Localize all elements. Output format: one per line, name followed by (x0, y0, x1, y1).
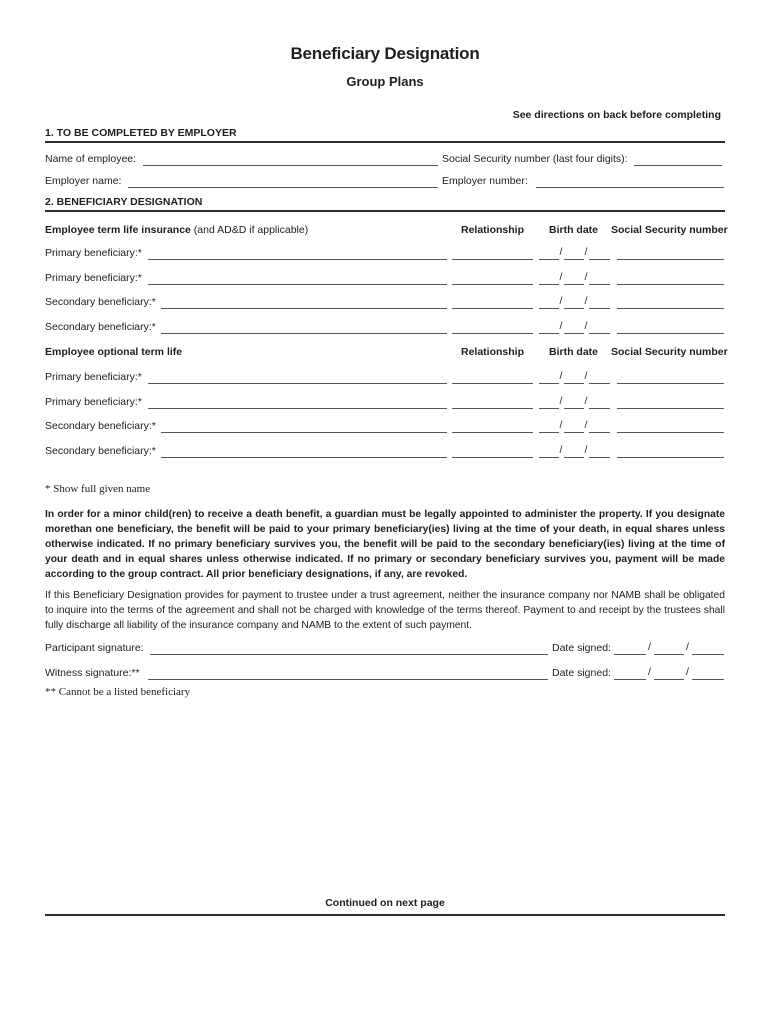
form-title: Beneficiary Designation (290, 44, 480, 63)
witness-date-label: Date signed: (552, 667, 611, 679)
witness-date-day[interactable] (654, 667, 684, 680)
beneficiary-name-field[interactable] (161, 420, 447, 433)
employee-ssn-field[interactable] (634, 153, 722, 166)
ssn-column-header: Social Security number (611, 224, 728, 236)
beneficiary-name-field[interactable] (148, 272, 447, 285)
employer-name-field[interactable] (128, 175, 438, 188)
relationship-column-header-2: Relationship (461, 346, 525, 358)
relationship-field[interactable] (452, 272, 533, 285)
beneficiary-label: Secondary beneficiary:* (45, 444, 156, 457)
birth-day-field[interactable] (564, 247, 584, 260)
beneficiary-name-field[interactable] (148, 371, 447, 384)
birth-month-field[interactable] (539, 445, 559, 458)
beneficiary-ssn-field[interactable] (617, 296, 724, 309)
employee-name-field[interactable] (143, 153, 438, 166)
employer-number-field[interactable] (536, 175, 724, 188)
participant-signature-label: Participant signature: (45, 642, 144, 654)
term-life-heading (45, 224, 308, 236)
section2-rule (45, 210, 725, 212)
birth-day-field[interactable] (564, 445, 584, 458)
full-name-note: * Show full given name (45, 483, 151, 495)
beneficiary-ssn-field[interactable] (617, 445, 724, 458)
birth-day-field[interactable] (564, 321, 584, 334)
beneficiary-ssn-field[interactable] (617, 371, 724, 384)
birth-day-field[interactable] (564, 272, 584, 285)
continued-note: Continued on next page (325, 897, 445, 909)
beneficiary-label: Secondary beneficiary:* (45, 296, 156, 308)
birth-month-field[interactable] (539, 296, 559, 309)
date-separator: / (584, 295, 588, 307)
beneficiary-name-field[interactable] (148, 247, 447, 260)
participant-date-year[interactable] (692, 642, 724, 655)
witness-date-year[interactable] (692, 667, 724, 680)
beneficiary-ssn-field[interactable] (617, 396, 724, 409)
section2-heading: 2. BENEFICIARY DESIGNATION (45, 196, 203, 208)
date-separator: / (584, 270, 588, 283)
beneficiary-label: Secondary beneficiary:* (45, 420, 156, 432)
witness-signature-label: Witness signature:** (45, 667, 140, 679)
birth-year-field[interactable] (589, 321, 610, 334)
form-subtitle: Group Plans (346, 74, 424, 89)
employee-name-label: Name of employee: (45, 153, 137, 165)
beneficiary-label: Primary beneficiary:* (45, 271, 142, 284)
date-separator: / (686, 666, 689, 678)
date-separator: / (559, 419, 563, 431)
birth-day-field[interactable] (564, 396, 584, 409)
birth-date-column-header-2: Birth date (549, 346, 599, 358)
optional-term-life-heading: Employee optional term life (45, 346, 183, 358)
relationship-field[interactable] (452, 371, 533, 384)
date-separator: / (559, 295, 563, 307)
date-separator: / (559, 246, 563, 258)
date-separator: / (559, 270, 563, 283)
relationship-column-header: Relationship (461, 224, 525, 236)
beneficiary-label: Primary beneficiary:* (45, 371, 142, 383)
date-separator: / (648, 666, 651, 678)
trust-paragraph: If this Beneficiary Designation provides for payment to trustee under a trust agreement, neither the insurance company nor NAMB shall be obligated to inquire into the terms of the agreement and shall not be charged with knowledge of the terms thereof. Payment to and receipt by the trustees shall fully discharge all liability of the insurance company and NAMB to the extent of such payment. (45, 590, 725, 631)
birth-year-field[interactable] (589, 296, 610, 309)
ssn-column-header-2: Social Security number (611, 346, 728, 358)
beneficiary-label: Primary beneficiary:* (45, 247, 142, 259)
birth-day-field[interactable] (564, 296, 584, 309)
date-separator: / (584, 419, 588, 431)
beneficiary-ssn-field[interactable] (617, 420, 724, 433)
date-separator: / (559, 394, 563, 407)
date-separator: / (559, 443, 563, 456)
date-separator: / (584, 443, 588, 456)
relationship-field[interactable] (452, 445, 533, 458)
birth-year-field[interactable] (589, 371, 610, 384)
birth-day-field[interactable] (564, 420, 584, 433)
date-separator: / (584, 246, 588, 258)
term-life-heading-note: (and AD&D if applicable) (190, 224, 309, 236)
beneficiary-ssn-field[interactable] (617, 272, 724, 285)
date-separator: / (686, 641, 689, 653)
participant-signature-field[interactable] (150, 642, 548, 655)
birth-month-field[interactable] (539, 321, 559, 334)
employee-ssn-label: Social Security number (last four digits): (442, 153, 628, 165)
beneficiary-name-field[interactable] (161, 296, 447, 309)
footer-rule (45, 914, 725, 916)
date-separator: / (648, 641, 651, 653)
relationship-field[interactable] (452, 247, 533, 260)
section1-rule (45, 141, 725, 143)
birth-year-field[interactable] (589, 445, 610, 458)
beneficiary-label: Primary beneficiary:* (45, 395, 142, 408)
date-separator: / (584, 370, 588, 382)
birth-year-field[interactable] (589, 420, 610, 433)
date-separator: / (584, 319, 588, 332)
date-separator: / (559, 370, 563, 382)
participant-date-label: Date signed: (552, 642, 611, 654)
birth-month-field[interactable] (539, 247, 559, 260)
participant-date-day[interactable] (654, 642, 684, 655)
beneficiary-ssn-field[interactable] (617, 247, 724, 260)
birth-month-field[interactable] (539, 396, 559, 409)
birth-year-field[interactable] (589, 396, 610, 409)
term-life-heading-bold: Employee term life insurance (45, 224, 191, 236)
section1-heading: 1. TO BE COMPLETED BY EMPLOYER (45, 127, 237, 139)
date-separator: / (559, 319, 563, 332)
birth-month-field[interactable] (539, 420, 559, 433)
participant-date-month[interactable] (614, 642, 646, 655)
birth-year-field[interactable] (589, 247, 610, 260)
minor-children-paragraph: In order for a minor child(ren) to receive a death benefit, a guardian must be legally appointed to administer the property. If you designate morethan one beneficiary, the benefit will be paid to your primary beneficiary(ies) living at the time of your death, in equal shares unless otherwise indicated. If no primary beneficiary survives you, the benefit will be paid to the secondary beneficiary(ies) living at the time of your death and in equal shares unless otherwise indicated. If no primary or secondary beneficiary survives you, payment will be made according to the group contract. All prior beneficiary designations, if any, are revoked. (45, 509, 725, 580)
beneficiary-name-field[interactable] (161, 445, 447, 458)
relationship-field[interactable] (452, 420, 533, 433)
birth-day-field[interactable] (564, 371, 584, 384)
witness-date-month[interactable] (614, 667, 646, 680)
employer-number-label: Employer number: (442, 175, 528, 187)
birth-month-field[interactable] (539, 272, 559, 285)
date-separator: / (584, 394, 588, 407)
witness-signature-field[interactable] (148, 667, 548, 680)
beneficiary-ssn-field[interactable] (617, 321, 724, 334)
directions-note: See directions on back before completing (512, 109, 721, 121)
relationship-field[interactable] (452, 321, 533, 334)
relationship-field[interactable] (452, 396, 533, 409)
beneficiary-name-field[interactable] (148, 396, 447, 409)
relationship-field[interactable] (452, 296, 533, 309)
employer-name-label: Employer name: (45, 175, 122, 187)
beneficiary-label: Secondary beneficiary:* (45, 320, 156, 333)
birth-month-field[interactable] (539, 371, 559, 384)
beneficiary-name-field[interactable] (161, 321, 447, 334)
birth-year-field[interactable] (589, 272, 610, 285)
cannot-be-listed-note: ** Cannot be a listed beneficiary (45, 686, 191, 698)
birth-date-column-header: Birth date (549, 224, 599, 236)
